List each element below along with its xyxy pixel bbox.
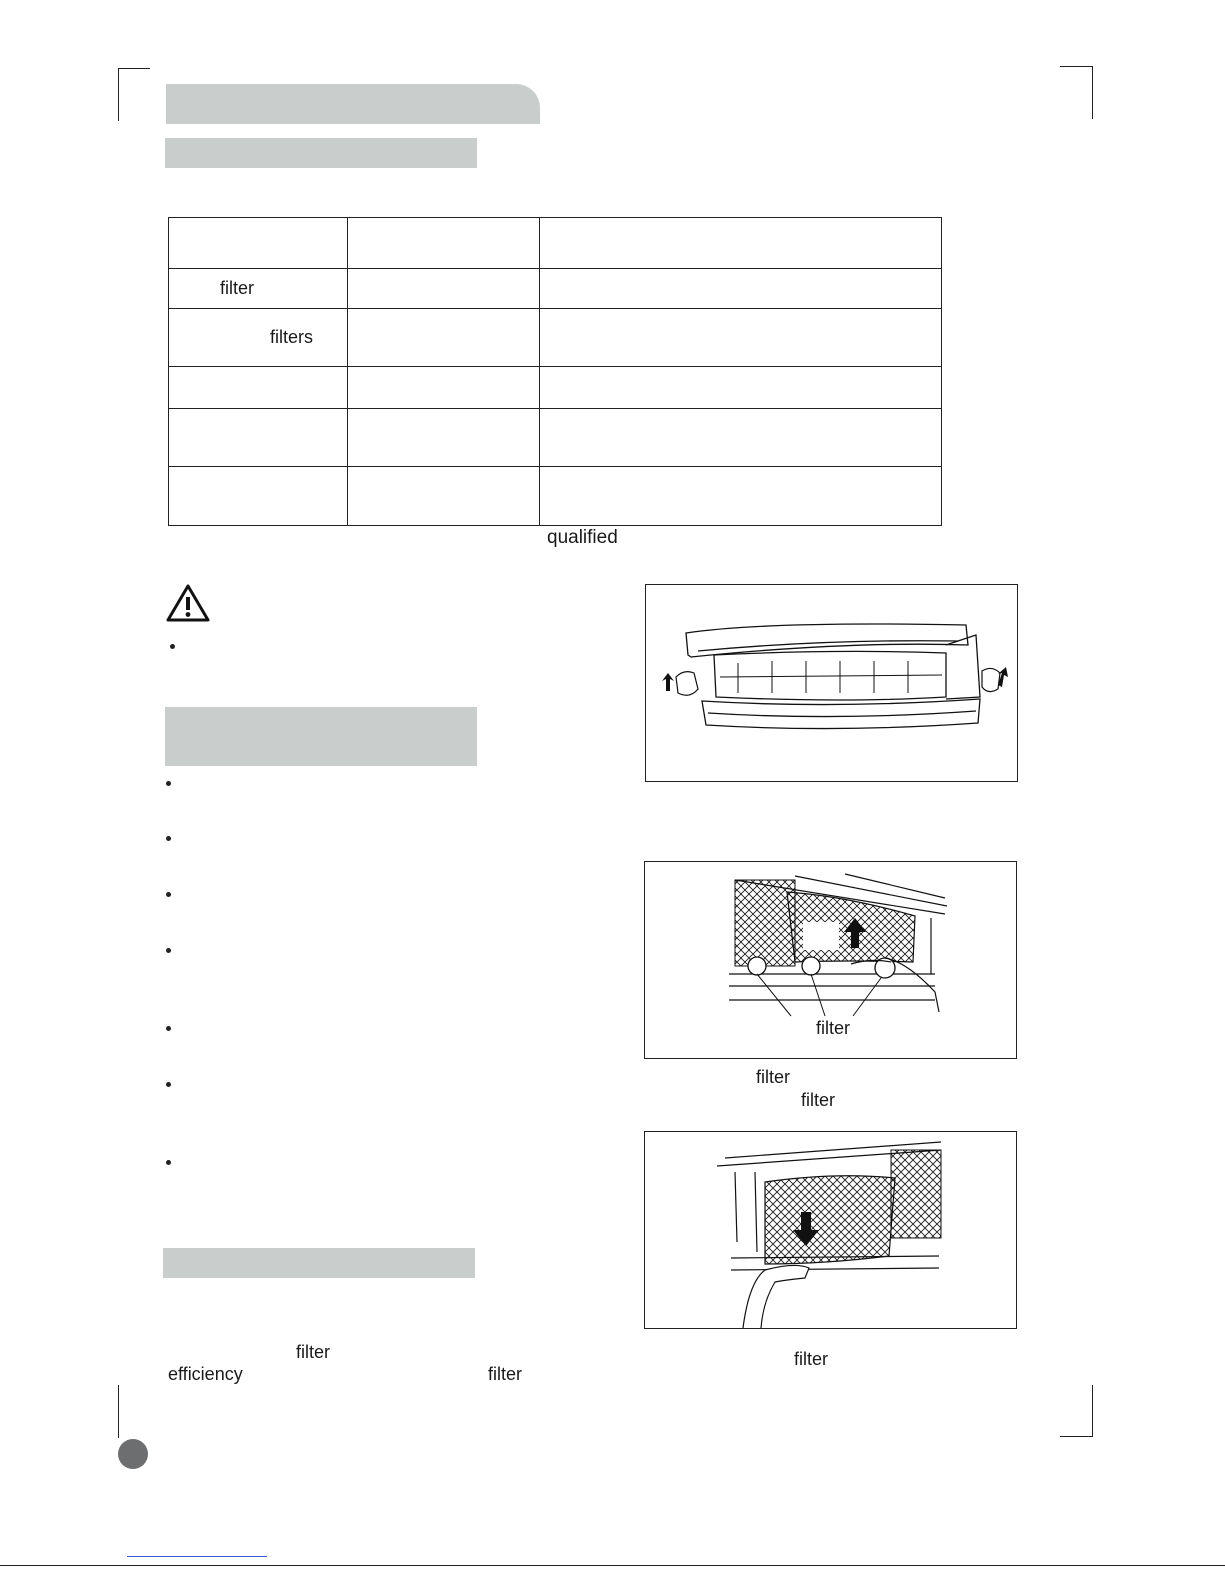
table-cell (169, 309, 348, 367)
section-bar-2 (165, 707, 477, 766)
table-cell (348, 218, 540, 269)
section-bar-3 (163, 1248, 475, 1278)
cell-text: filter (220, 278, 255, 298)
table-cell (540, 309, 942, 367)
table-cell (348, 409, 540, 467)
maintenance-table (168, 217, 942, 526)
bullet (166, 836, 171, 841)
crop-mark-top-right-v (1092, 66, 1093, 119)
figure-open-front-panel (645, 584, 1018, 782)
table-cell (540, 467, 942, 526)
table-row (169, 367, 942, 409)
bottom-rule (0, 1565, 1225, 1566)
table-cell (348, 269, 540, 309)
figure-caption: filter (801, 1090, 836, 1110)
table-cell (169, 409, 348, 467)
paragraph-word: filter (296, 1342, 331, 1362)
bullet (166, 948, 171, 953)
crop-mark-bottom-right-v (1092, 1385, 1093, 1437)
bullet (166, 781, 171, 786)
figure-label: filter (816, 1018, 851, 1038)
warning-icon (165, 583, 211, 623)
paragraph-word: filter (488, 1364, 523, 1384)
table-cell (540, 409, 942, 467)
crop-mark-top-left-v (118, 68, 119, 121)
figure-filter-removal (644, 861, 1017, 1059)
figure-filter-insert (644, 1131, 1017, 1329)
table-row (169, 467, 942, 526)
table-cell (540, 218, 942, 269)
bullet (170, 644, 175, 649)
table-row (169, 218, 942, 269)
table-row (169, 309, 942, 367)
figure-caption: filter (756, 1067, 791, 1087)
page-number-circle (118, 1439, 148, 1469)
table-cell (169, 467, 348, 526)
table-cell (540, 269, 942, 309)
crop-mark-bottom-right-h (1060, 1436, 1093, 1437)
table-cell (348, 467, 540, 526)
section-bar-1 (165, 138, 477, 168)
link-underline (127, 1556, 267, 1557)
table-row (169, 269, 942, 309)
page-heading-bar (166, 84, 540, 124)
cell-text: filters (270, 327, 314, 347)
bullet (166, 892, 171, 897)
table-row (169, 409, 942, 467)
open-panel-illustration (646, 585, 1017, 781)
table-cell (169, 367, 348, 409)
table-cell (348, 367, 540, 409)
crop-mark-top-left-h (118, 68, 150, 69)
filter-insert-illustration (645, 1132, 1016, 1328)
crop-mark-bottom-left-v (118, 1385, 119, 1438)
table-cell (169, 218, 348, 269)
figure-caption: filter (794, 1349, 829, 1369)
table-cell (169, 269, 348, 309)
bullet (166, 1160, 171, 1165)
table-cell (540, 367, 942, 409)
crop-mark-top-right-h (1060, 66, 1093, 67)
below-table-text: qualified (547, 527, 618, 548)
paragraph-word: efficiency (168, 1364, 243, 1384)
bullet (166, 1026, 171, 1031)
bullet (166, 1082, 171, 1087)
table-cell (348, 309, 540, 367)
